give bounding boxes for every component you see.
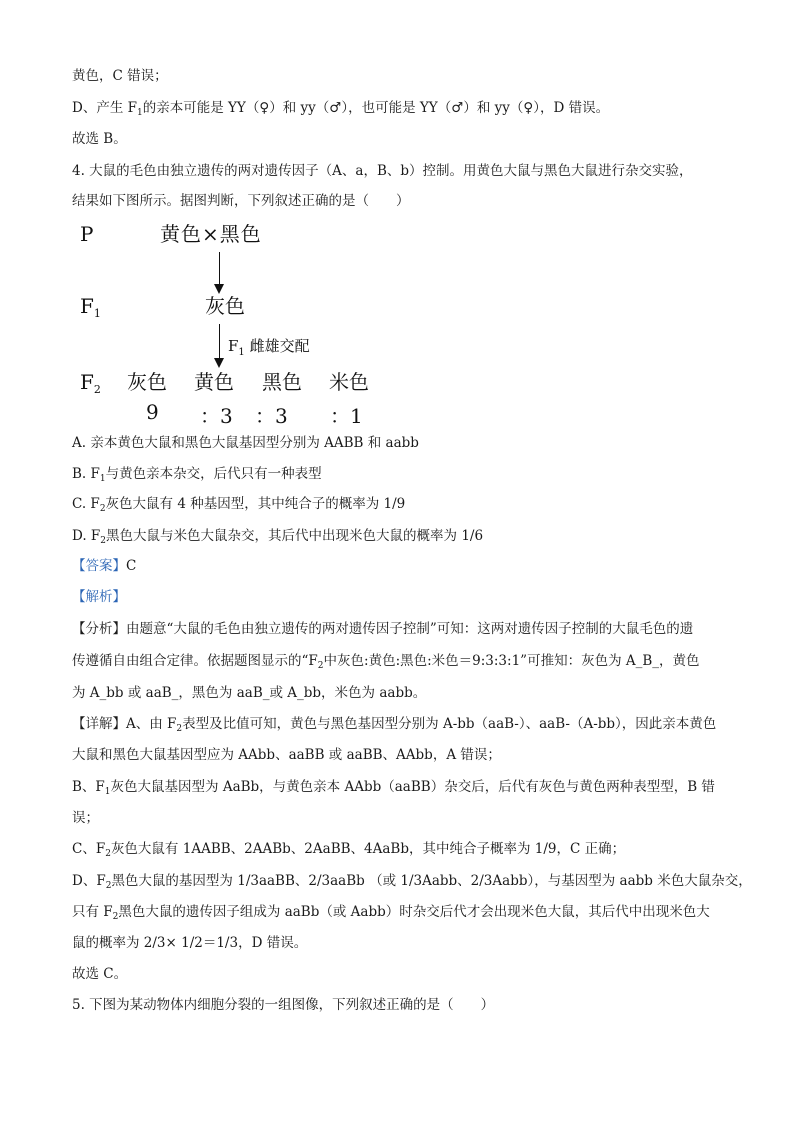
- analysis-tag: 【解析】: [72, 589, 126, 605]
- text-line: 黄色，C 错误；: [72, 68, 168, 84]
- ratio-value: ：1: [330, 404, 363, 428]
- text-line: D、产生 $F_1$的亲本可能是 YY（♀）和 yy（♂），也可能是 YY（♂）和 yy（♀），D 错误。: [72, 100, 610, 118]
- ratio-value: ：3: [255, 404, 288, 428]
- option-d: D. $F_2$黑色大鼠与米色大鼠杂交，其后代中出现米色大鼠的概率为 1/6: [72, 528, 484, 546]
- question-4-stem: 4. 大鼠的毛色由独立遗传的两对遗传因子（A、a，B、b）控制。用黄色大鼠与黑色大鼠进行杂交实验，: [72, 163, 693, 179]
- xiangjie-line: 【详解】A、由 $F_2$表型及比值可知，黄色与黑色基因型分别为 A-bb（aaB-）、aaB-（A-bb），因此亲本黄色: [72, 716, 717, 734]
- f1-generation-label: $F_1$: [80, 294, 101, 320]
- f2-phenotype: 黄色: [194, 370, 234, 394]
- xiangjie-line: 大鼠和黑色大鼠基因型应为 AAbb、aaBB 或 aaBB、AAbb，A 错误；: [72, 747, 501, 763]
- answer-line: [72, 557, 136, 575]
- fenxi-line: 为 A_bb 或 aaB_，黑色为 aaB_或 A_bb，米色为 aabb。: [72, 685, 427, 701]
- arrow-head: [214, 284, 224, 294]
- f2-phenotype: 黑色: [262, 370, 302, 394]
- option-a: A. 亲本黄色大鼠和黑色大鼠基因型分别为 AABB 和 aabb: [72, 435, 419, 451]
- ratio-value: ：3: [200, 404, 233, 428]
- p-cross-text: 黄色×黑色: [160, 222, 262, 246]
- answer-value: C: [126, 558, 137, 574]
- fenxi-line: 传遵循自由组合定律。依据题图显示的“$F_2$中灰色:黄色:黑色:米色＝9:3:3:1”可推知：灰色为 A_B_，黄色: [72, 653, 700, 671]
- xiangjie-line: 误；: [72, 810, 99, 826]
- arrow-f1-to-f2: [219, 324, 220, 360]
- conclusion: 故选 C。: [72, 966, 128, 982]
- option-b: B. $F_1$与黄色亲本杂交，后代只有一种表型: [72, 466, 322, 484]
- xiangjie-line: B、$F_1$灰色大鼠基因型为 AaBb，与黄色亲本 AAbb（aaBB）杂交后，后代有灰色与黄色两种表型型，B 错: [72, 779, 715, 797]
- xiangjie-line: 只有 $F_2$黑色大鼠的遗传因子组成为 aaBb（或 Aabb）时杂交后代才会出现米色大鼠，其后代中出现米色大: [72, 904, 710, 922]
- question-4-stem-cont: 结果如下图所示。据图判断，下列叙述正确的是（ ）: [72, 193, 410, 209]
- xiangjie-line: D、$F_2$黑色大鼠的基因型为 1/3aaBB、2/3aaBb （或 1/3Aabb、2/3Aabb），与基因型为 aabb 米色大鼠杂交，: [72, 873, 752, 891]
- option-c: C. $F_2$灰色大鼠有 4 种基因型，其中纯合子的概率为 1/9: [72, 496, 406, 514]
- xiangjie-line: C、$F_2$灰色大鼠有 1AABB、2AABb、2AaBB、4AaBb，其中纯合子概率为 1/9，C 正确；: [72, 841, 626, 859]
- text-line: 故选 B。: [72, 131, 127, 147]
- f1-cross-note: $F_1$ 雌雄交配: [228, 337, 310, 358]
- answer-tag: 【答案】: [72, 558, 126, 574]
- arrow-head: [214, 358, 224, 368]
- xiangjie-line: 鼠的概率为 2/3× 1/2＝1/3，D 错误。: [72, 935, 308, 951]
- ratio-value: 9: [146, 400, 159, 424]
- arrow-p-to-f1: [219, 252, 220, 286]
- p-generation-label: P: [80, 222, 94, 246]
- f2-generation-label: $F_2$: [80, 370, 101, 396]
- f2-phenotype: 米色: [329, 370, 369, 394]
- f2-phenotype: 灰色: [127, 370, 167, 394]
- f1-phenotype: 灰色: [205, 294, 245, 318]
- fenxi-line: 【分析】由题意“大鼠的毛色由独立遗传的两对遗传因子控制”可知：这两对遗传因子控制的大鼠毛色的遗: [72, 621, 694, 637]
- question-5-stem: 5. 下图为某动物体内细胞分裂的一组图像，下列叙述正确的是（ ）: [72, 997, 495, 1013]
